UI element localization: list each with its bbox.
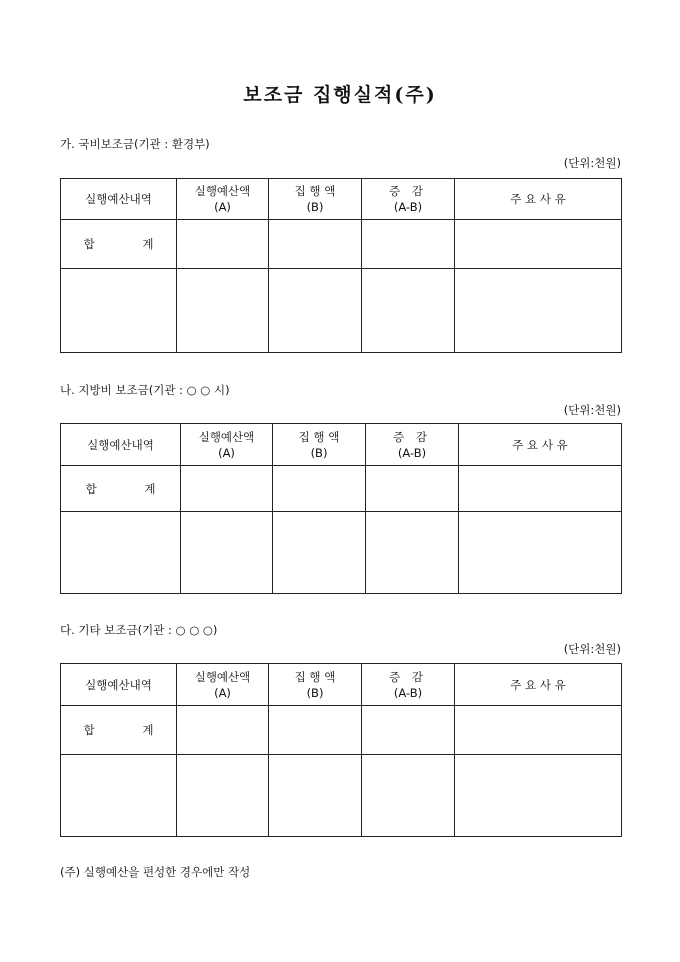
col-header-budget-label: 실행예산액 (198, 429, 255, 444)
table-row (61, 269, 622, 353)
col-header-diff (362, 179, 455, 220)
total-row (61, 220, 622, 269)
budget-cell[interactable] (177, 269, 269, 353)
col-header-exec-code: (B) (306, 685, 324, 700)
total-budget-cell[interactable] (181, 466, 273, 512)
col-header-budget-code: (A) (214, 200, 231, 214)
col-header-exec (269, 179, 362, 220)
col-header-exec (269, 664, 362, 706)
unit-label: (단위:천원) (563, 156, 621, 170)
diff-cell[interactable] (366, 512, 459, 594)
col-header-budget (181, 424, 273, 466)
col-header-budget-code: (A) (214, 685, 231, 700)
section-title-national: 가. 국비보조금(기관 : 환경부) (60, 137, 210, 151)
exec-cell[interactable] (269, 269, 362, 353)
table-row (61, 755, 622, 837)
col-header-item: 실행예산내역 (61, 179, 177, 220)
col-header-reason: 주 요 사 유 (455, 179, 622, 220)
table-header-row (61, 664, 622, 706)
col-header-exec-label: 집 행 액 (298, 429, 340, 444)
col-header-reason: 주 요 사 유 (455, 664, 622, 706)
total-label: 합 계 (61, 220, 177, 269)
total-diff-cell[interactable] (366, 466, 459, 512)
col-header-exec-code: (B) (310, 445, 328, 460)
total-budget-cell[interactable] (177, 220, 269, 269)
section-title-other: 다. 기타 보조금(기관 : ○ ○ ○) (60, 623, 218, 637)
col-header-item: 실행예산내역 (61, 664, 177, 706)
col-header-budget-label: 실행예산액 (194, 669, 251, 684)
col-header-diff-code: (A-B) (397, 445, 427, 460)
footnote: (주) 실행예산을 편성한 경우에만 작성 (60, 865, 251, 879)
total-label: 합 계 (61, 706, 177, 755)
diff-cell[interactable] (362, 755, 455, 837)
col-header-diff (362, 664, 455, 706)
total-label: 합 계 (61, 466, 181, 512)
total-row (61, 466, 622, 512)
total-exec-cell[interactable] (269, 706, 362, 755)
unit-label: (단위:천원) (563, 642, 621, 656)
item-cell[interactable] (61, 755, 177, 837)
col-header-diff-code: (A-B) (393, 685, 423, 700)
budget-cell[interactable] (177, 755, 269, 837)
col-header-item: 실행예산내역 (61, 424, 181, 466)
col-header-diff-label: 증 감 (389, 669, 427, 684)
total-budget-cell[interactable] (177, 706, 269, 755)
col-header-diff-label: 증 감 (389, 184, 427, 198)
col-header-exec-code: (B) (306, 200, 324, 214)
col-header-budget-code: (A) (218, 445, 235, 460)
item-cell[interactable] (61, 269, 177, 353)
reason-cell[interactable] (455, 269, 622, 353)
total-exec-cell[interactable] (273, 466, 366, 512)
col-header-exec-label: 집 행 액 (294, 669, 336, 684)
total-reason-cell[interactable] (455, 706, 622, 755)
section-title-local: 나. 지방비 보조금(기관 : ○ ○ 시) (60, 383, 230, 397)
table-header-row (61, 424, 622, 466)
subsidy-table-other (60, 663, 622, 837)
total-reason-cell[interactable] (455, 220, 622, 269)
total-diff-cell[interactable] (362, 706, 455, 755)
exec-cell[interactable] (273, 512, 366, 594)
col-header-reason: 주 요 사 유 (459, 424, 622, 466)
col-header-budget-label: 실행예산액 (194, 184, 251, 198)
col-header-diff (366, 424, 459, 466)
total-diff-cell[interactable] (362, 220, 455, 269)
col-header-diff-code: (A-B) (393, 200, 423, 214)
total-row (61, 706, 622, 755)
col-header-budget (177, 179, 269, 220)
col-header-exec-label: 집 행 액 (294, 184, 336, 198)
diff-cell[interactable] (362, 269, 455, 353)
table-header-row (61, 179, 622, 220)
item-cell[interactable] (61, 512, 181, 594)
budget-cell[interactable] (181, 512, 273, 594)
exec-cell[interactable] (269, 755, 362, 837)
page-title: 보조금 집행실적(주) (243, 84, 437, 106)
reason-cell[interactable] (459, 512, 622, 594)
unit-label: (단위:천원) (563, 403, 621, 417)
col-header-budget (177, 664, 269, 706)
subsidy-table-local (60, 423, 622, 594)
table-row (61, 512, 622, 594)
col-header-diff-label: 증 감 (393, 429, 431, 444)
total-reason-cell[interactable] (459, 466, 622, 512)
total-exec-cell[interactable] (269, 220, 362, 269)
reason-cell[interactable] (455, 755, 622, 837)
col-header-exec (273, 424, 366, 466)
subsidy-table-national (60, 178, 622, 353)
